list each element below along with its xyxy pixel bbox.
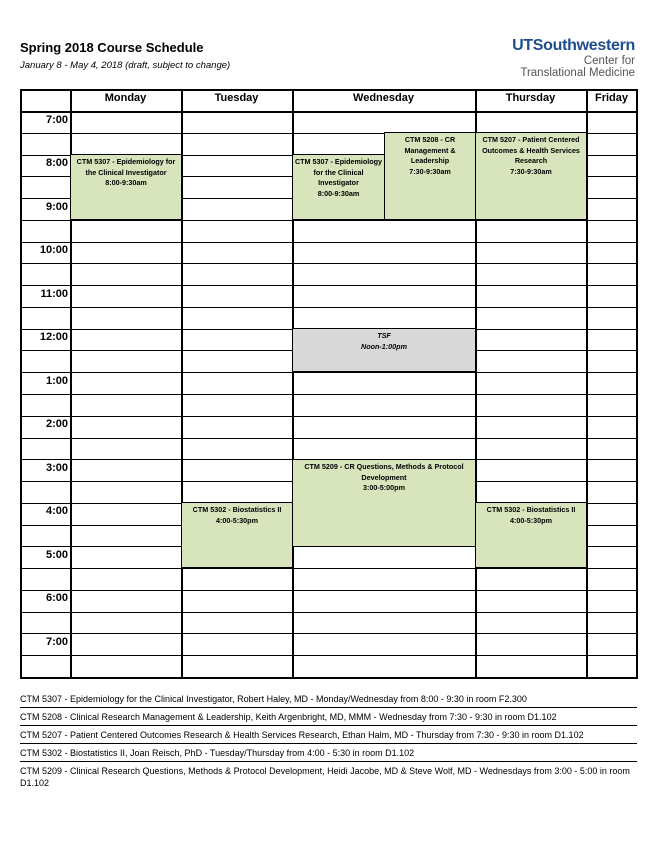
event-title: CTM 5208 - CR Management & Leadership (404, 135, 456, 165)
event-title: TSF (377, 331, 391, 340)
event-title: CTM 5302 - Biostatistics II (486, 505, 576, 514)
time-label: 10:00 (39, 244, 68, 256)
event-thu-ctm5207 (475, 132, 587, 220)
grid-row-line (20, 416, 637, 417)
logo-wordmark (512, 37, 635, 55)
day-header-friday: Friday (594, 92, 628, 104)
time-label: 11:00 (40, 288, 68, 300)
grid-row-line (20, 285, 637, 286)
day-header-tuesday: Tuesday (214, 92, 259, 104)
legend-row: CTM 5307 - Epidemiology for the Clinical Investigator, Robert Haley, MD - Monday/Wednesday from 8:00 - 9:30 in room F2.300 (20, 690, 637, 708)
event-time: Noon-1:00pm (361, 341, 407, 351)
event-time: 7:30-9:30am (510, 166, 552, 176)
grid-border (20, 89, 637, 91)
logo-southwestern: Southwestern (532, 37, 635, 54)
time-label: 9:00 (45, 201, 68, 213)
legend-row: CTM 5209 - Clinical Research Questions, Methods & Protocol Development, Heidi Jacobe, MD & Steve Wolf, MD - Wednesdays from 3:00 - 5:00 in room D1.102 (20, 766, 630, 788)
day-header-monday: Monday (104, 92, 147, 104)
event-mon-ctm5307 (70, 154, 182, 220)
grid-row-line (20, 372, 637, 373)
event-time: 4:00-5:30pm (216, 515, 258, 525)
time-label: 7:00 (45, 636, 68, 648)
time-label: 4:00 (45, 505, 68, 517)
legend-row: CTM 5208 - Clinical Research Management & Leadership, Keith Argenbright, MD, MMM - Wednesday from 7:30 - 9:30 in room D1.102 (20, 708, 637, 726)
time-label: 2:00 (45, 418, 68, 430)
grid-row-line (20, 633, 637, 634)
grid-border (20, 677, 637, 679)
grid-row-line (20, 612, 637, 613)
event-title: CTM 5209 - CR Questions, Methods & Protocol Development (304, 462, 464, 482)
grid-row-line (20, 394, 637, 395)
time-label: 8:00 (45, 157, 68, 169)
event-wed-ctm5209 (292, 459, 476, 547)
time-label: 5:00 (45, 549, 68, 561)
event-title: CTM 5307 - Epidemiology for the Clinical Investigator (76, 157, 176, 177)
event-title: CTM 5307 - Epidemiology for the Clinical Investigator (294, 157, 383, 187)
event-time: 8:00-9:30am (105, 178, 147, 187)
logo-line2: Translational Medicine (520, 67, 635, 79)
grid-row-line (20, 307, 637, 308)
event-wed-tsf (292, 328, 476, 372)
event-time: 8:00-9:30am (317, 188, 360, 198)
time-label: 1:00 (45, 375, 68, 387)
grid-row-line (20, 263, 637, 264)
page-subtitle: January 8 - May 4, 2018 (draft, subject to change) (20, 60, 231, 71)
page-title: Spring 2018 Course Schedule (20, 40, 204, 55)
legend-row: CTM 5207 - Patient Centered Outcomes Research & Health Services Research, Ethan Halm, MD - Thursday from 7:30 - 9:30 in room D1.102 (20, 726, 637, 744)
event-wed-ctm5208 (384, 132, 476, 220)
grid-row-line (20, 568, 637, 569)
logo-ut: UT (512, 37, 533, 54)
time-label: 12:00 (39, 331, 68, 343)
course-legend (20, 690, 637, 791)
legend-row: CTM 5302 - Biostatistics II, Joan Reisch, PhD - Tuesday/Thursday from 4:00 - 5:30 in room D1.102 (20, 744, 637, 762)
time-label: 6:00 (45, 592, 68, 604)
day-header-wednesday: Wednesday (353, 92, 414, 104)
event-title: CTM 5302 - Biostatistics II (192, 505, 282, 514)
event-wed-ctm5307 (292, 154, 385, 220)
event-thu-ctm5302 (475, 502, 587, 568)
event-time: 7:30-9:30am (409, 166, 451, 176)
grid-row-line (20, 220, 637, 221)
grid-header-line (20, 111, 637, 113)
grid-row-line (20, 438, 637, 439)
logo-line1: Center for (583, 55, 635, 67)
grid-row-line (20, 655, 637, 656)
event-title: CTM 5207 - Patient Centered Outcomes & Health Services Research (482, 135, 580, 165)
event-time: 4:00-5:30pm (510, 515, 552, 525)
day-header-thursday: Thursday (505, 92, 556, 104)
ut-southwestern-logo (512, 37, 635, 79)
time-label: 3:00 (45, 462, 68, 474)
grid-row-line (20, 590, 637, 591)
event-tue-ctm5302 (181, 502, 293, 568)
time-label: 7:00 (45, 114, 68, 126)
event-time: 3:00-5:00pm (363, 483, 405, 492)
grid-row-line (20, 242, 637, 243)
